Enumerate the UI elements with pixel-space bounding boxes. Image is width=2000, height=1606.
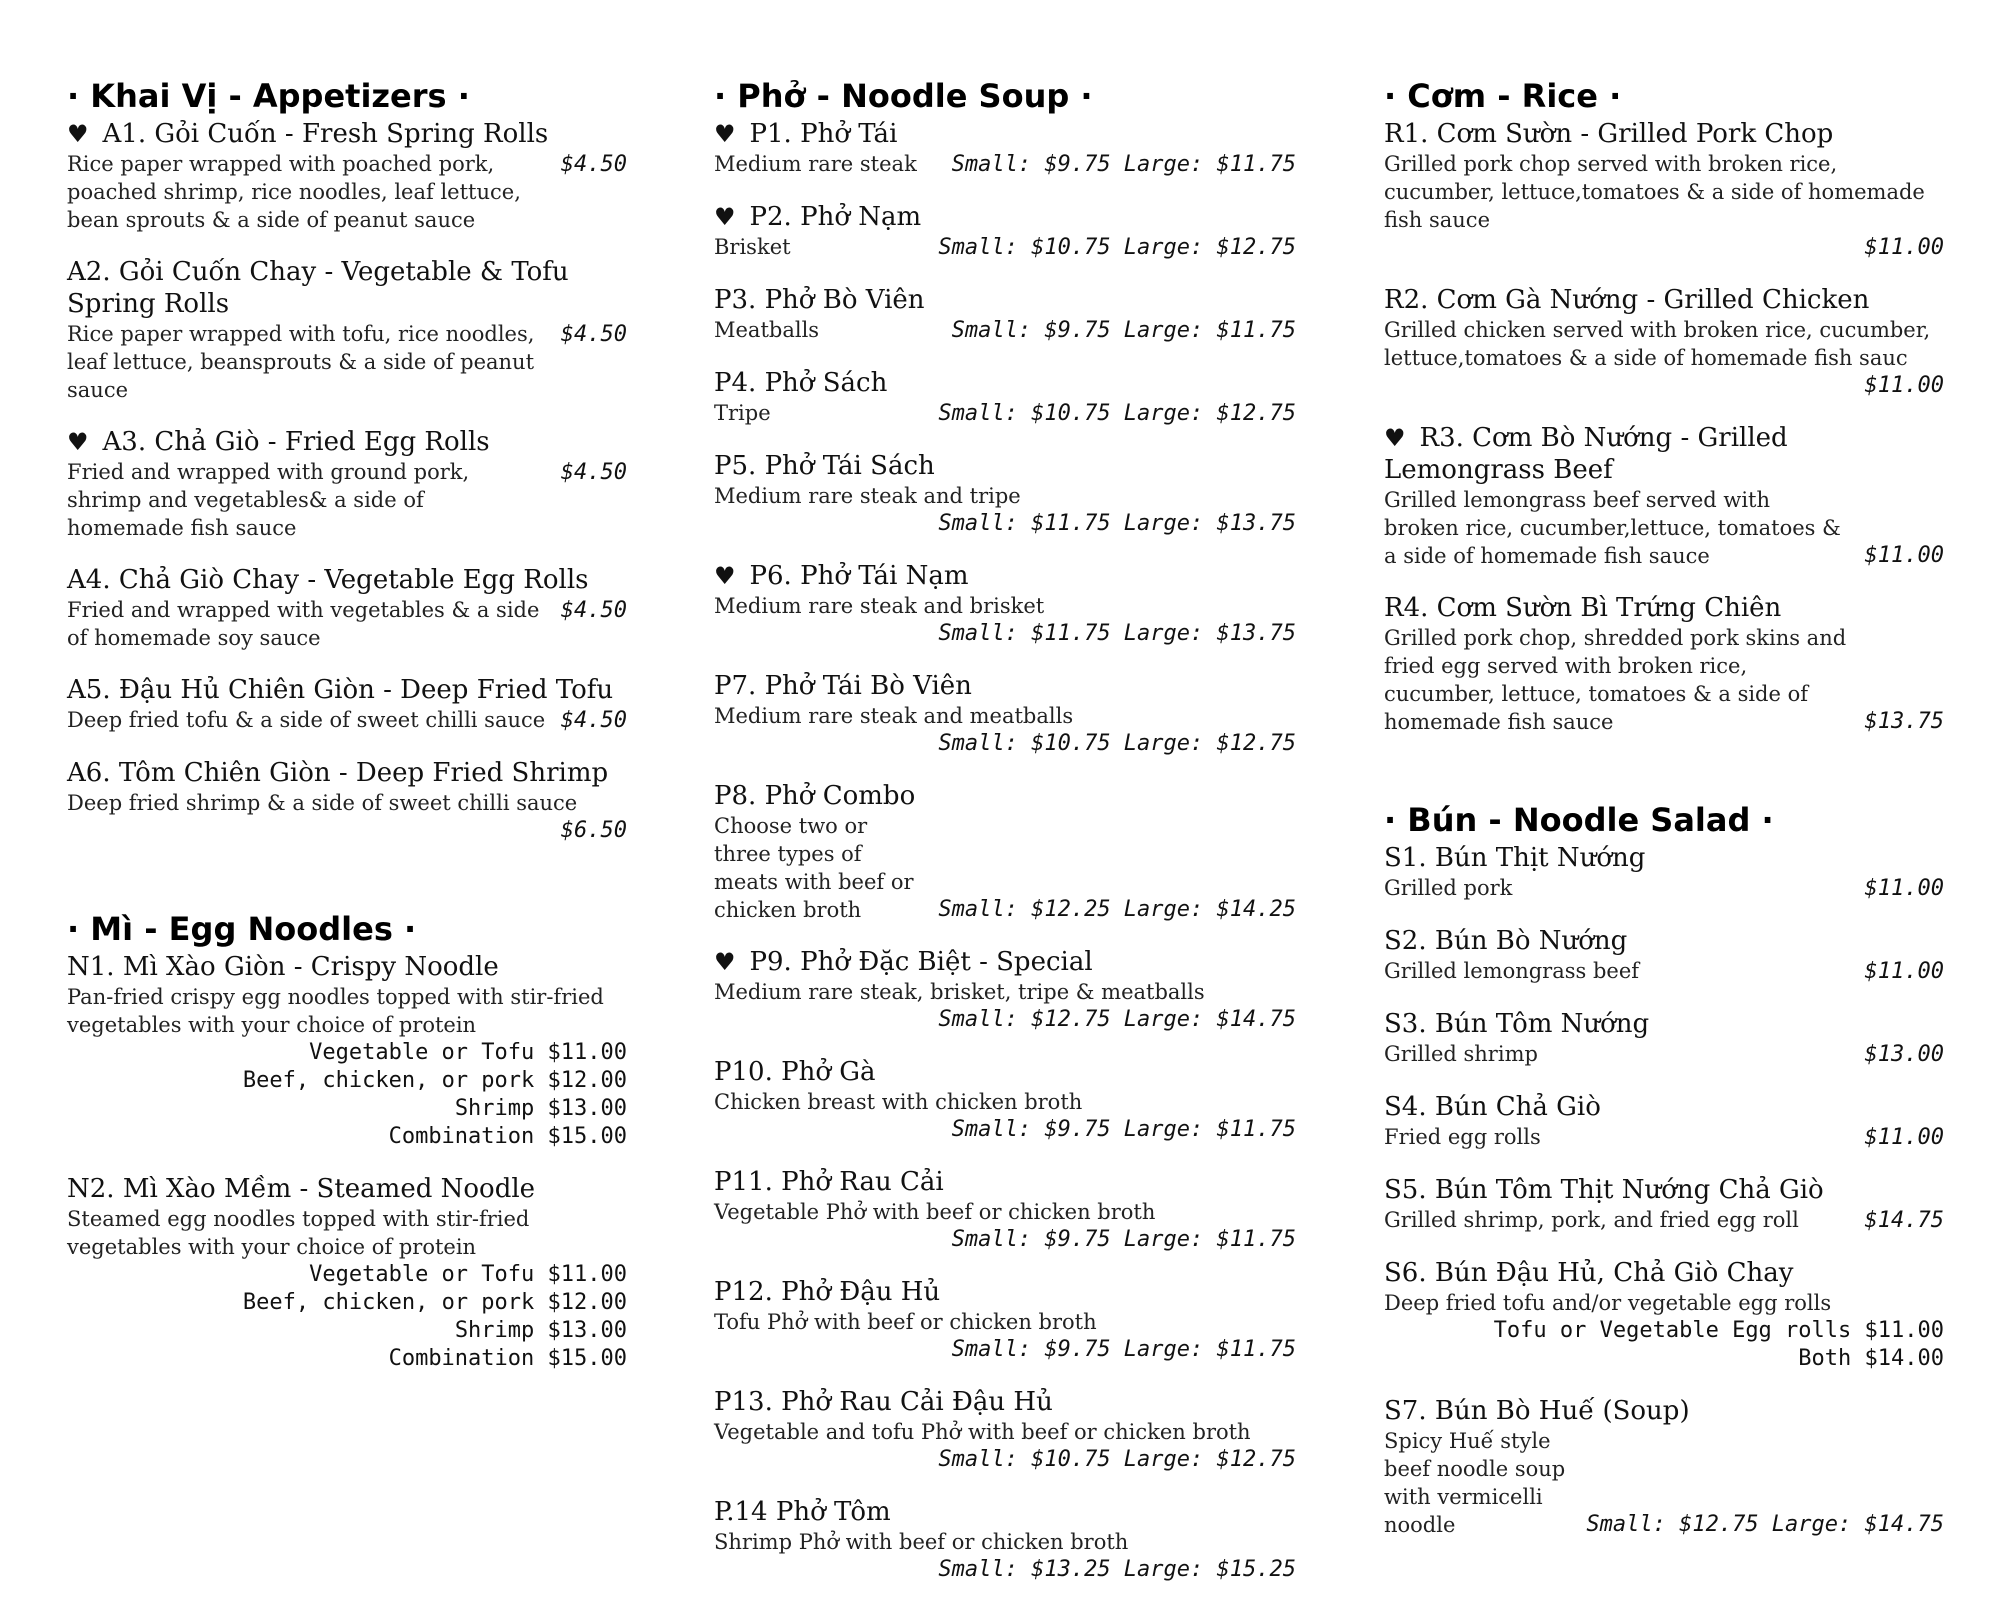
- heart-icon: ♥: [714, 203, 736, 231]
- price-option: Shrimp $13.00: [454, 1318, 627, 1343]
- item-description: Tofu Phở with beef or chicken broth: [714, 1310, 1097, 1334]
- item-description: Shrimp Phở with beef or chicken broth: [714, 1530, 1129, 1554]
- item-name: A2. Gỏi Cuốn Chay - Vegetable & Tofu Spring Rolls: [67, 257, 569, 319]
- item-price: $4.50: [560, 322, 627, 347]
- item-name: P6. Phở Tái Nạm: [749, 561, 969, 591]
- menu-item-p13: [714, 1386, 1296, 1474]
- item-price: $13.00: [1864, 1042, 1944, 1067]
- menu-item-p9: [714, 946, 1296, 1034]
- price-option: Tofu or Vegetable Egg rolls $11.00: [1493, 1318, 1944, 1343]
- item-name: S6. Bún Đậu Hủ, Chả Giò Chay: [1384, 1258, 1794, 1288]
- item-description: Grilled chicken served with broken rice, cucumber, lettuce,tomatoes & a side of homemade fish sauc: [1384, 318, 1931, 370]
- item-name: P1. Phở Tái: [749, 119, 898, 149]
- menu-item-p5: [714, 450, 1296, 538]
- section-title-pho: · Phở - Noodle Soup ·: [714, 77, 1093, 115]
- item-price: Small: $12.75 Large: $14.75: [938, 1007, 1296, 1032]
- item-description: Fried and wrapped with ground pork, shrimp and vegetables& a side of homemade fish sauce: [67, 460, 470, 540]
- item-name: P11. Phở Rau Cải: [714, 1167, 944, 1197]
- item-price: $11.00: [1864, 373, 1944, 398]
- menu-item-s3: [1384, 1008, 1944, 1069]
- item-price: $6.50: [560, 818, 627, 843]
- menu-item-r3: [1384, 422, 1944, 570]
- item-price: $4.50: [560, 460, 627, 485]
- menu-item-n1: [67, 951, 627, 1151]
- item-description: Fried egg rolls: [1384, 1125, 1541, 1149]
- menu-item-s4: [1384, 1091, 1944, 1152]
- price-options: [67, 1039, 627, 1151]
- item-description: Choose two or three types of meats with beef or chicken broth: [714, 814, 914, 922]
- item-description: Deep fried shrimp & a side of sweet chilli sauce: [67, 791, 578, 815]
- item-description: Grilled lemongrass beef served with broken rice, cucumber,lettuce, tomatoes & a side of homemade fish sauce: [1384, 488, 1841, 568]
- menu-column-right: [1384, 76, 1944, 1561]
- item-price: $11.00: [1864, 1125, 1944, 1150]
- item-name: P7. Phở Tái Bò Viên: [714, 671, 972, 701]
- item-price: Small: $10.75 Large: $12.75: [938, 235, 1296, 260]
- item-description: Grilled pork: [1384, 876, 1513, 900]
- price-option: Combination $15.00: [388, 1124, 627, 1149]
- menu-item-s6: [1384, 1257, 1944, 1373]
- item-price: $11.00: [1864, 235, 1944, 260]
- item-price: $4.50: [560, 152, 627, 177]
- item-name: R2. Cơm Gà Nướng - Grilled Chicken: [1384, 285, 1870, 315]
- menu-column-middle: [714, 76, 1296, 1606]
- price-option: Both $14.00: [1798, 1346, 1944, 1371]
- menu-item-a3: [67, 426, 627, 542]
- item-name: P9. Phở Đặc Biệt - Special: [749, 947, 1093, 977]
- item-price: Small: $13.25 Large: $15.25: [938, 1557, 1296, 1582]
- item-name: A3. Chả Giò - Fried Egg Rolls: [102, 427, 490, 457]
- menu-item-a2: [67, 256, 627, 404]
- item-price: Small: $10.75 Large: $12.75: [938, 731, 1296, 756]
- item-description: Tripe: [714, 401, 771, 425]
- item-description: Deep fried tofu & a side of sweet chilli sauce: [67, 708, 546, 732]
- heart-icon: ♥: [714, 120, 736, 148]
- item-name: A6. Tôm Chiên Giòn - Deep Fried Shrimp: [67, 758, 609, 788]
- item-price: Small: $10.75 Large: $12.75: [938, 1447, 1296, 1472]
- item-name: P13. Phở Rau Cải Đậu Hủ: [714, 1387, 1053, 1417]
- item-name: N2. Mì Xào Mềm - Steamed Noodle: [67, 1174, 536, 1204]
- item-price: $13.75: [1864, 709, 1944, 734]
- item-name: P.14 Phở Tôm: [714, 1497, 891, 1527]
- menu-item-a5: [67, 674, 627, 735]
- menu-item-p1: [714, 118, 1296, 179]
- menu-item-s5: [1384, 1174, 1944, 1235]
- item-price: $14.75: [1864, 1208, 1944, 1233]
- item-price: Small: $9.75 Large: $11.75: [951, 318, 1296, 343]
- menu-item-s2: [1384, 925, 1944, 986]
- menu-item-p7: [714, 670, 1296, 758]
- item-name: R1. Cơm Sườn - Grilled Pork Chop: [1384, 119, 1834, 149]
- item-name: S5. Bún Tôm Thịt Nướng Chả Giò: [1384, 1175, 1824, 1205]
- item-name: P5. Phở Tái Sách: [714, 451, 935, 481]
- item-description: Grilled pork chop served with broken rice, cucumber, lettuce,tomatoes & a side of homemade fish sauce: [1384, 152, 1925, 232]
- menu-item-p6: [714, 560, 1296, 648]
- price-option: Combination $15.00: [388, 1346, 627, 1371]
- menu-column-left: [67, 76, 627, 1395]
- item-price: $11.00: [1864, 543, 1944, 568]
- section-title-bun: · Bún - Noodle Salad ·: [1384, 801, 1774, 839]
- item-description: Medium rare steak and brisket: [714, 594, 1045, 618]
- item-price: $11.00: [1864, 876, 1944, 901]
- item-name: A1. Gỏi Cuốn - Fresh Spring Rolls: [102, 119, 549, 149]
- section-title-appetizers: · Khai Vị - Appetizers ·: [67, 77, 470, 115]
- item-description: Vegetable Phở with beef or chicken broth: [714, 1200, 1156, 1224]
- item-description: Fried and wrapped with vegetables & a side of homemade soy sauce: [67, 598, 540, 650]
- item-price: $11.00: [1864, 959, 1944, 984]
- item-price: Small: $9.75 Large: $11.75: [951, 1227, 1296, 1252]
- menu-item-s7: [1384, 1395, 1944, 1539]
- item-name: S3. Bún Tôm Nướng: [1384, 1009, 1650, 1039]
- item-description: Pan-fried crispy egg noodles topped with stir-fried vegetables with your choice of protein: [67, 985, 604, 1037]
- item-price: Small: $9.75 Large: $11.75: [951, 1337, 1296, 1362]
- heart-icon: ♥: [714, 562, 736, 590]
- item-description: Grilled shrimp: [1384, 1042, 1538, 1066]
- item-price: Small: $12.75 Large: $14.75: [1586, 1512, 1944, 1537]
- item-name: R4. Cơm Sườn Bì Trứng Chiên: [1384, 593, 1782, 623]
- item-name: P2. Phở Nạm: [749, 202, 922, 232]
- item-description: Rice paper wrapped with tofu, rice noodles, leaf lettuce, beansprouts & a side of peanut sauce: [67, 322, 535, 402]
- item-description: Steamed egg noodles topped with stir-fried vegetables with your choice of protein: [67, 1207, 530, 1259]
- item-price: Small: $11.75 Large: $13.75: [938, 511, 1296, 536]
- menu-item-p4: [714, 367, 1296, 428]
- menu-item-p8: [714, 780, 1296, 924]
- price-options: [1384, 1317, 1944, 1373]
- item-description: Chicken breast with chicken broth: [714, 1090, 1083, 1114]
- item-name: N1. Mì Xào Giòn - Crispy Noodle: [67, 952, 499, 982]
- item-price: Small: $9.75 Large: $11.75: [951, 1117, 1296, 1142]
- item-name: A4. Chả Giò Chay - Vegetable Egg Rolls: [67, 565, 589, 595]
- item-name: P3. Phở Bò Viên: [714, 285, 925, 315]
- menu-item-p12: [714, 1276, 1296, 1364]
- item-name: R3. Cơm Bò Nướng - Grilled Lemongrass Beef: [1384, 423, 1788, 485]
- menu-item-n2: [67, 1173, 627, 1373]
- menu-item-r4: [1384, 592, 1944, 736]
- item-description: Medium rare steak and meatballs: [714, 704, 1074, 728]
- heart-icon: ♥: [67, 428, 89, 456]
- item-price: $4.50: [560, 598, 627, 623]
- item-name: S4. Bún Chả Giò: [1384, 1092, 1601, 1122]
- item-price: Small: $10.75 Large: $12.75: [938, 401, 1296, 426]
- item-description: Grilled pork chop, shredded pork skins and fried egg served with broken rice, cucumber, lettuce, tomatoes & a side of homemade fish sauce: [1384, 626, 1847, 734]
- heart-icon: ♥: [714, 948, 736, 976]
- item-description: Spicy Huế style beef noodle soup with vermicelli noodle: [1384, 1429, 1566, 1537]
- menu-item-a1: [67, 118, 627, 234]
- menu-item-r1: [1384, 118, 1944, 262]
- menu-item-s1: [1384, 842, 1944, 903]
- item-name: S1. Bún Thịt Nướng: [1384, 843, 1646, 873]
- item-name: P8. Phở Combo: [714, 781, 916, 811]
- item-description: Medium rare steak, brisket, tripe & meatballs: [714, 980, 1205, 1004]
- item-name: S2. Bún Bò Nướng: [1384, 926, 1628, 956]
- price-option: Vegetable or Tofu $11.00: [309, 1040, 627, 1065]
- item-price: Small: $12.25 Large: $14.25: [938, 897, 1296, 922]
- heart-icon: ♥: [1384, 424, 1406, 452]
- menu-item-p2: [714, 201, 1296, 262]
- item-description: Meatballs: [714, 318, 820, 342]
- price-option: Shrimp $13.00: [454, 1096, 627, 1121]
- item-name: P12. Phở Đậu Hủ: [714, 1277, 941, 1307]
- item-name: P4. Phở Sách: [714, 368, 888, 398]
- item-name: P10. Phở Gà: [714, 1057, 876, 1087]
- item-description: Brisket: [714, 235, 791, 259]
- price-option: Beef, chicken, or pork $12.00: [242, 1068, 627, 1093]
- item-description: Rice paper wrapped with poached pork, poached shrimp, rice noodles, leaf lettuce, bean sprouts & a side of peanut sauce: [67, 152, 521, 232]
- menu-item-a4: [67, 564, 627, 652]
- price-option: Vegetable or Tofu $11.00: [309, 1262, 627, 1287]
- price-option: Beef, chicken, or pork $12.00: [242, 1290, 627, 1315]
- item-description: Medium rare steak and tripe: [714, 484, 1021, 508]
- menu-item-a6: [67, 757, 627, 845]
- menu-item-p11: [714, 1166, 1296, 1254]
- menu-item-p10: [714, 1056, 1296, 1144]
- item-name: S7. Bún Bò Huế (Soup): [1384, 1396, 1690, 1426]
- item-price: $4.50: [560, 708, 627, 733]
- item-description: Grilled shrimp, pork, and fried egg roll: [1384, 1208, 1799, 1232]
- section-title-rice: · Cơm - Rice ·: [1384, 77, 1622, 115]
- section-title-egg-noodles: · Mì - Egg Noodles ·: [67, 910, 417, 948]
- item-description: Vegetable and tofu Phở with beef or chicken broth: [714, 1420, 1251, 1444]
- item-name: A5. Đậu Hủ Chiên Giòn - Deep Fried Tofu: [67, 675, 614, 705]
- price-options: [67, 1261, 627, 1373]
- item-price: Small: $9.75 Large: $11.75: [951, 152, 1296, 177]
- item-description: Medium rare steak: [714, 152, 917, 176]
- item-price: Small: $11.75 Large: $13.75: [938, 621, 1296, 646]
- menu-item-r2: [1384, 284, 1944, 400]
- item-description: Deep fried tofu and/or vegetable egg rolls: [1384, 1291, 1832, 1315]
- heart-icon: ♥: [67, 120, 89, 148]
- menu-item-p14: [714, 1496, 1296, 1584]
- item-description: Grilled lemongrass beef: [1384, 959, 1640, 983]
- menu-item-p3: [714, 284, 1296, 345]
